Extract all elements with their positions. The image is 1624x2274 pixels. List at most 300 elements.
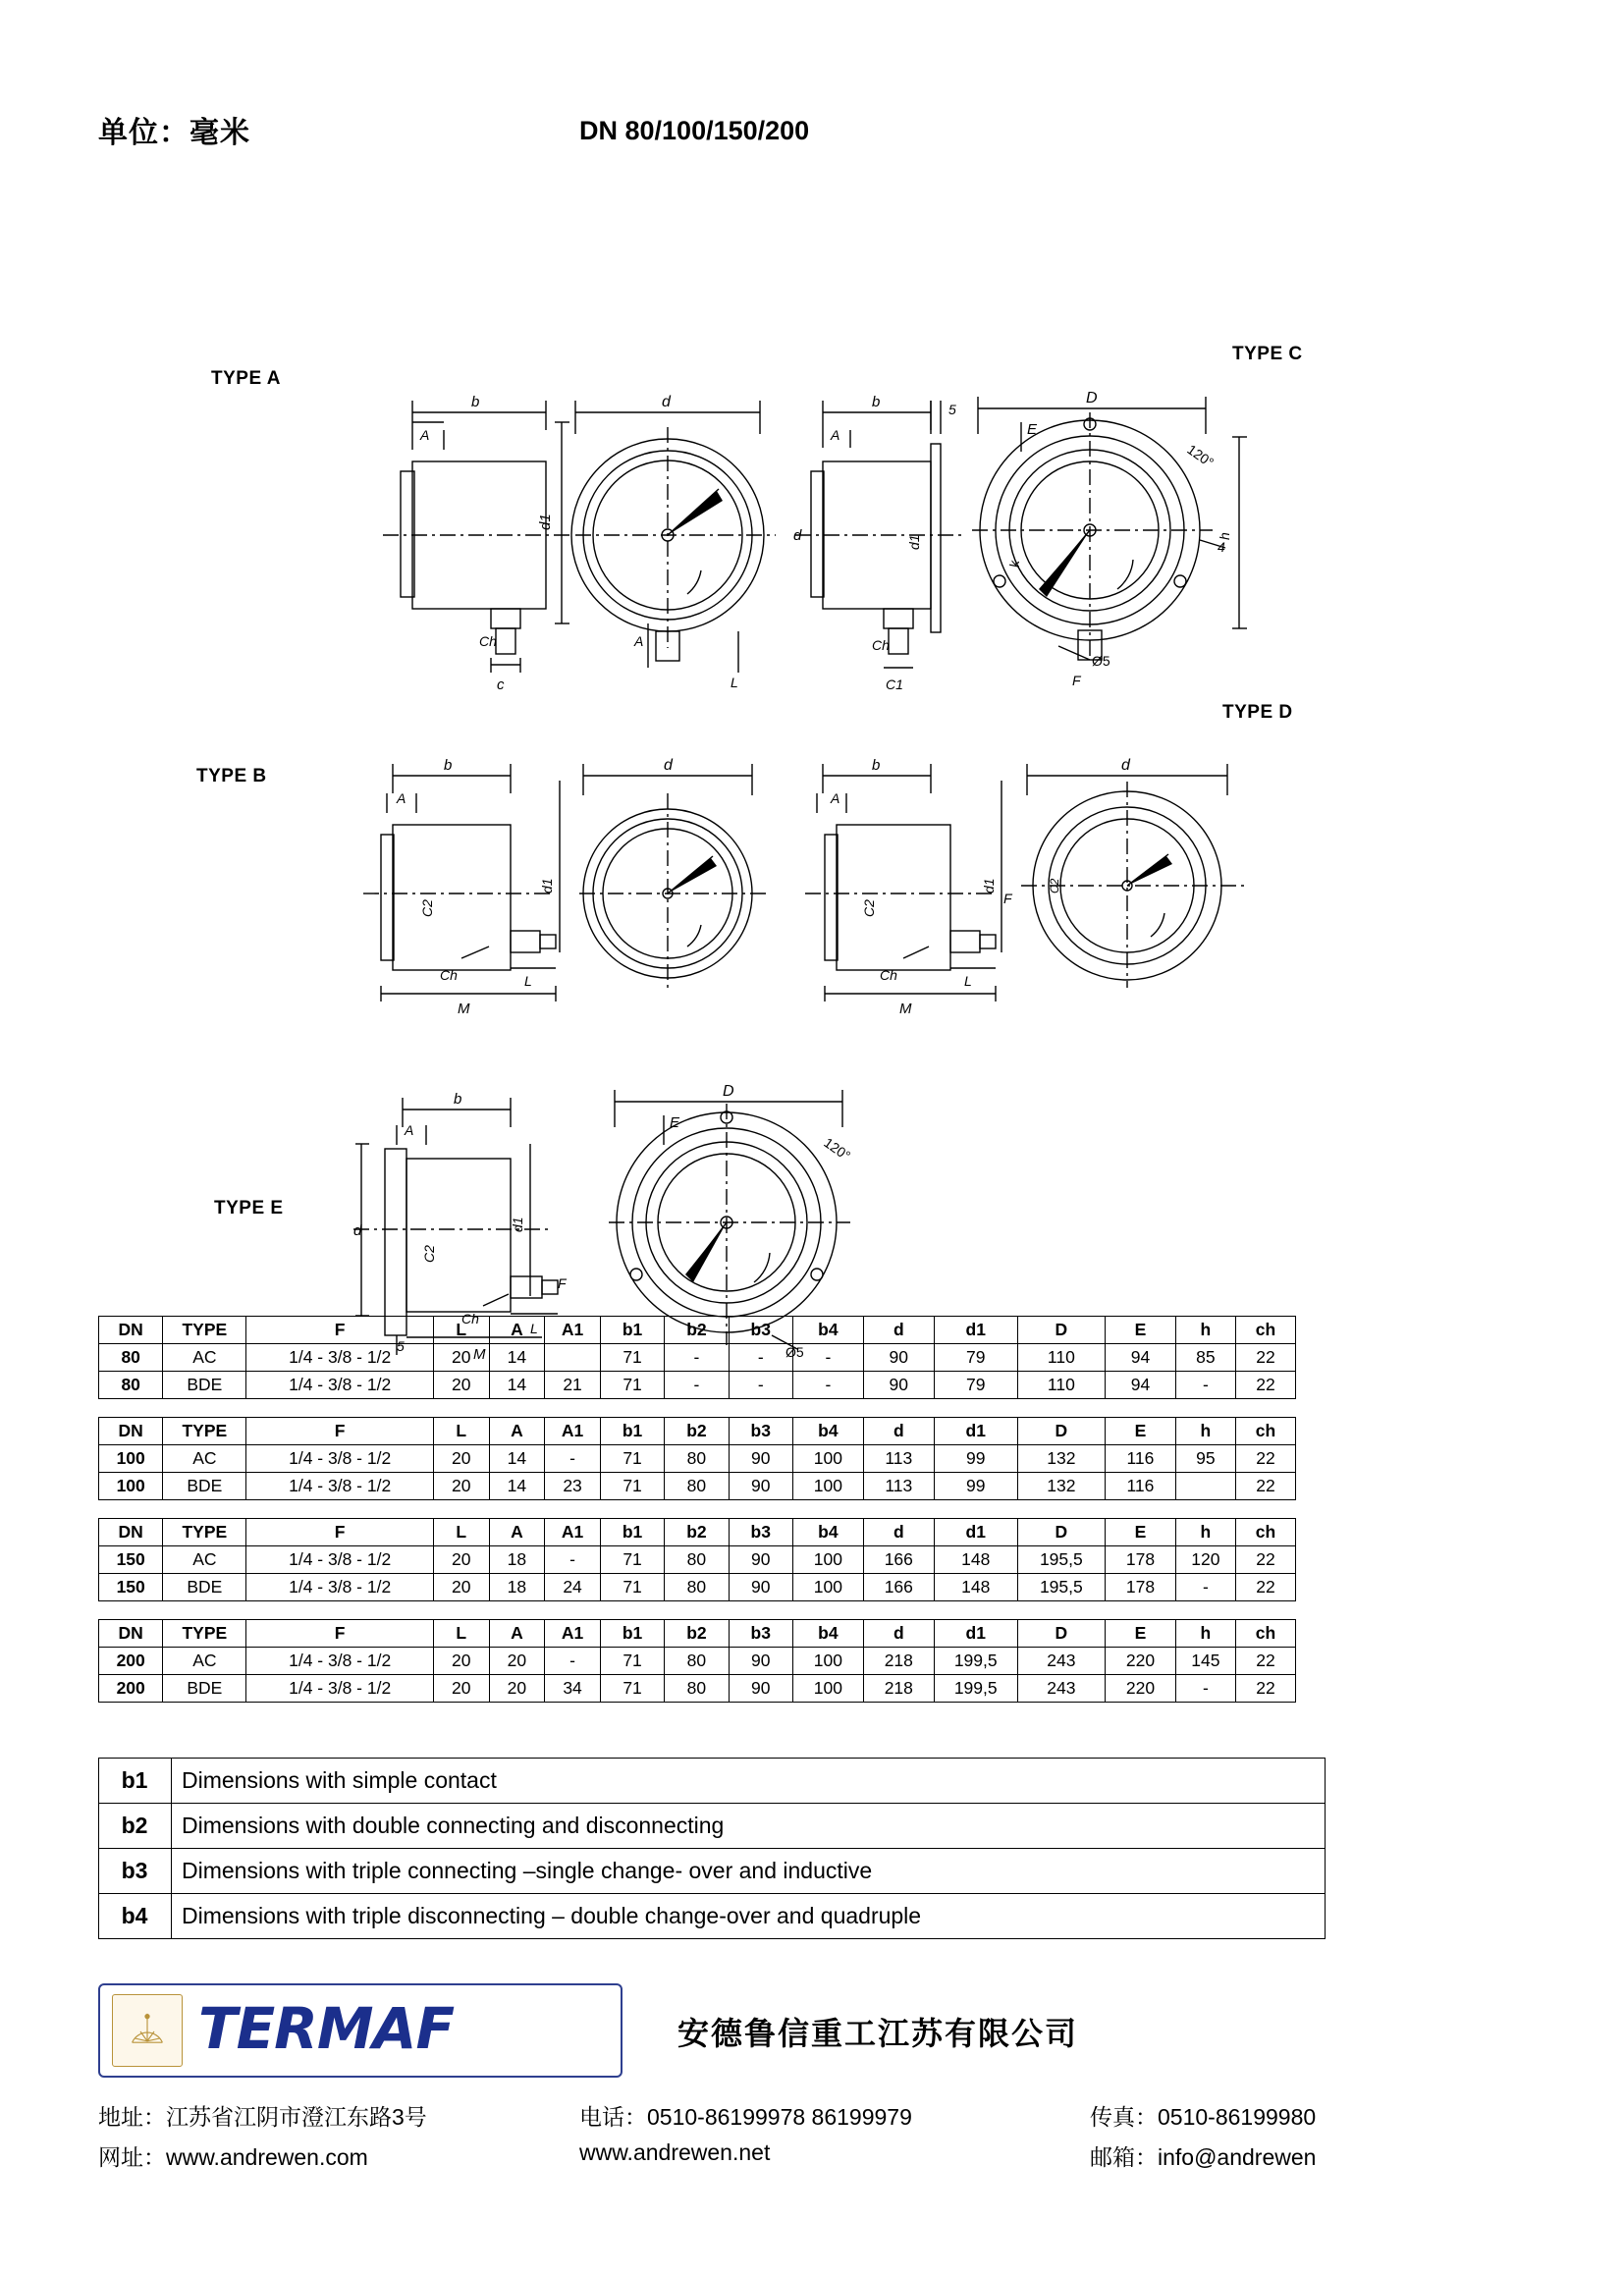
col-h: h xyxy=(1175,1519,1235,1546)
cell-ch: 22 xyxy=(1235,1648,1295,1675)
svg-text:A: A xyxy=(831,427,840,443)
col-d1: d1 xyxy=(934,1418,1017,1445)
col-type: TYPE xyxy=(163,1418,246,1445)
col-d: d xyxy=(863,1519,934,1546)
table-row xyxy=(99,1445,1296,1473)
col-l: L xyxy=(433,1418,489,1445)
table-row xyxy=(99,1372,1296,1399)
table-header-row xyxy=(99,1317,1296,1344)
cell-a: 14 xyxy=(489,1344,545,1372)
cell-l: 20 xyxy=(433,1574,489,1601)
cell-b2: 80 xyxy=(665,1445,729,1473)
cell-a1: 21 xyxy=(545,1372,601,1399)
unit-label: 单位：毫米 xyxy=(98,117,250,149)
col-b3: b3 xyxy=(729,1620,792,1648)
col-b1: b1 xyxy=(600,1519,664,1546)
cell-f: 1/4 - 3/8 - 1/2 xyxy=(246,1546,434,1574)
cell-type: BDE xyxy=(163,1574,246,1601)
notes-table xyxy=(98,1758,1326,1939)
svg-text:k: k xyxy=(1006,561,1022,568)
cell-l: 20 xyxy=(433,1648,489,1675)
col-a1: A1 xyxy=(545,1317,601,1344)
svg-text:d: d xyxy=(662,394,671,410)
col-b4: b4 xyxy=(792,1519,863,1546)
svg-text:d1: d1 xyxy=(539,878,555,893)
col-d1: d1 xyxy=(934,1519,1017,1546)
cell-e: 94 xyxy=(1106,1344,1176,1372)
cell-b1: 71 xyxy=(600,1675,664,1703)
col-a1: A1 xyxy=(545,1620,601,1648)
cell-ch: 22 xyxy=(1235,1473,1295,1500)
cell-f: 1/4 - 3/8 - 1/2 xyxy=(246,1372,434,1399)
cell-ch: 22 xyxy=(1235,1445,1295,1473)
table-header-row xyxy=(99,1620,1296,1648)
col-dn: DN xyxy=(99,1317,163,1344)
col-a1: A1 xyxy=(545,1418,601,1445)
svg-text:Ch: Ch xyxy=(461,1311,479,1326)
cell-b3: 90 xyxy=(729,1445,792,1473)
cell-dn: 80 xyxy=(99,1372,163,1399)
cell-type: BDE xyxy=(163,1372,246,1399)
cell-a: 18 xyxy=(489,1574,545,1601)
svg-text:D: D xyxy=(723,1083,734,1100)
cell-h: 85 xyxy=(1175,1344,1235,1372)
cell-e: 116 xyxy=(1106,1473,1176,1500)
type-c-label: TYPE C xyxy=(1232,344,1303,364)
notes-table-wrapper xyxy=(98,1758,1326,1939)
svg-text:c: c xyxy=(497,677,505,693)
svg-text:A: A xyxy=(405,1122,414,1138)
col-f: F xyxy=(246,1519,434,1546)
col-b4: b4 xyxy=(792,1620,863,1648)
cell-b2: 80 xyxy=(665,1546,729,1574)
col-d: d xyxy=(863,1620,934,1648)
cell-l: 20 xyxy=(433,1473,489,1500)
cell-ch: 22 xyxy=(1235,1574,1295,1601)
cell-D: 110 xyxy=(1017,1372,1105,1399)
cell-D: 132 xyxy=(1017,1445,1105,1473)
col-a: A xyxy=(489,1519,545,1546)
col-b2: b2 xyxy=(665,1317,729,1344)
cell-b3: 90 xyxy=(729,1675,792,1703)
col-b4: b4 xyxy=(792,1317,863,1344)
cell-b2: 80 xyxy=(665,1675,729,1703)
svg-text:Ch: Ch xyxy=(479,633,497,649)
cell-d: 166 xyxy=(863,1574,934,1601)
cell-b1: 71 xyxy=(600,1648,664,1675)
cell-b3: - xyxy=(729,1344,792,1372)
cell-l: 20 xyxy=(433,1546,489,1574)
cell-D: 243 xyxy=(1017,1675,1105,1703)
cell-l: 20 xyxy=(433,1372,489,1399)
cell-type: AC xyxy=(163,1445,246,1473)
svg-text:b: b xyxy=(444,757,453,774)
cell-a1: - xyxy=(545,1648,601,1675)
cell-b4: 100 xyxy=(792,1546,863,1574)
svg-text:Ch: Ch xyxy=(880,967,897,983)
cell-a1: - xyxy=(545,1546,601,1574)
cell-ch: 22 xyxy=(1235,1344,1295,1372)
svg-text:Ø5: Ø5 xyxy=(1092,653,1110,669)
cell-b1: 71 xyxy=(600,1473,664,1500)
col-b3: b3 xyxy=(729,1519,792,1546)
cell-e: 178 xyxy=(1106,1574,1176,1601)
svg-text:5: 5 xyxy=(397,1338,405,1354)
cell-a1: - xyxy=(545,1445,601,1473)
note-text: Dimensions with triple disconnecting – double change-over and quadruple xyxy=(172,1894,1326,1939)
cell-d1: 199,5 xyxy=(934,1648,1017,1675)
email-cell xyxy=(1090,2139,1522,2172)
website2-value[interactable]: www.andrewen.net xyxy=(579,2139,771,2165)
cell-b3: 90 xyxy=(729,1648,792,1675)
svg-text:A: A xyxy=(831,790,840,806)
table-header-row xyxy=(99,1418,1296,1445)
cell-f: 1/4 - 3/8 - 1/2 xyxy=(246,1648,434,1675)
cell-e: 116 xyxy=(1106,1445,1176,1473)
cell-h: 145 xyxy=(1175,1648,1235,1675)
col-D: D xyxy=(1017,1519,1105,1546)
cell-h: - xyxy=(1175,1675,1235,1703)
website-value[interactable]: www.andrewen.com xyxy=(166,2144,368,2170)
cell-b2: 80 xyxy=(665,1648,729,1675)
dimension-tables xyxy=(98,1316,1296,1720)
svg-text:L: L xyxy=(964,973,972,989)
dimension-table-dn150 xyxy=(98,1518,1296,1601)
svg-text:b: b xyxy=(872,394,881,410)
cell-d1: 148 xyxy=(934,1546,1017,1574)
cell-type: BDE xyxy=(163,1675,246,1703)
fax-label: 传真： xyxy=(1090,2104,1158,2130)
col-D: D xyxy=(1017,1418,1105,1445)
col-b3: b3 xyxy=(729,1418,792,1445)
note-text: Dimensions with double connecting and disconnecting xyxy=(172,1804,1326,1849)
cell-dn: 200 xyxy=(99,1675,163,1703)
logo-wordmark: TERMAF xyxy=(198,1995,455,2062)
phone-value: 0510-86199978 86199979 xyxy=(647,2104,912,2130)
svg-text:d1: d1 xyxy=(510,1217,525,1232)
phone-cell xyxy=(579,2099,1090,2132)
col-b2: b2 xyxy=(665,1519,729,1546)
svg-text:d1: d1 xyxy=(537,514,554,530)
svg-text:C2: C2 xyxy=(1048,878,1061,893)
col-e: E xyxy=(1106,1620,1176,1648)
email-value[interactable]: info@andrewen xyxy=(1158,2144,1317,2170)
cell-d: 90 xyxy=(863,1344,934,1372)
cell-h xyxy=(1175,1473,1235,1500)
col-dn: DN xyxy=(99,1620,163,1648)
note-key: b4 xyxy=(99,1894,172,1939)
fan-icon xyxy=(127,2011,168,2052)
svg-text:F: F xyxy=(1072,673,1081,688)
svg-text:E: E xyxy=(1027,421,1038,438)
note-row xyxy=(99,1804,1326,1849)
cell-b3: 90 xyxy=(729,1473,792,1500)
cell-d: 90 xyxy=(863,1372,934,1399)
cell-dn: 150 xyxy=(99,1546,163,1574)
svg-text:F: F xyxy=(1003,891,1012,906)
svg-text:d1: d1 xyxy=(981,878,997,893)
col-ch: ch xyxy=(1235,1620,1295,1648)
svg-text:120°: 120° xyxy=(1184,441,1218,471)
col-b1: b1 xyxy=(600,1317,664,1344)
table-row xyxy=(99,1344,1296,1372)
cell-b2: - xyxy=(665,1372,729,1399)
company-logo xyxy=(98,1983,623,2078)
logo-emblem-box xyxy=(112,1994,183,2067)
website2-cell xyxy=(579,2139,1090,2172)
col-h: h xyxy=(1175,1317,1235,1344)
cell-D: 110 xyxy=(1017,1344,1105,1372)
svg-text:C2: C2 xyxy=(419,899,435,917)
svg-text:D: D xyxy=(1086,390,1098,406)
dimension-table-dn80 xyxy=(98,1316,1296,1399)
cell-f: 1/4 - 3/8 - 1/2 xyxy=(246,1574,434,1601)
svg-text:M: M xyxy=(899,1001,912,1017)
cell-e: 94 xyxy=(1106,1372,1176,1399)
col-a: A xyxy=(489,1620,545,1648)
cell-d: 218 xyxy=(863,1648,934,1675)
svg-text:M: M xyxy=(458,1001,470,1017)
col-f: F xyxy=(246,1418,434,1445)
col-b3: b3 xyxy=(729,1317,792,1344)
note-key: b1 xyxy=(99,1759,172,1804)
col-b1: b1 xyxy=(600,1620,664,1648)
cell-D: 132 xyxy=(1017,1473,1105,1500)
cell-b4: 100 xyxy=(792,1675,863,1703)
table-row xyxy=(99,1675,1296,1703)
note-row xyxy=(99,1894,1326,1939)
cell-l: 20 xyxy=(433,1675,489,1703)
address-value: 江苏省江阴市澄江东路3号 xyxy=(166,2104,427,2130)
col-e: E xyxy=(1106,1418,1176,1445)
contact-row-1 xyxy=(98,2099,1542,2132)
type-e-label: TYPE E xyxy=(214,1198,284,1218)
note-key: b2 xyxy=(99,1804,172,1849)
col-ch: ch xyxy=(1235,1317,1295,1344)
cell-a1: 24 xyxy=(545,1574,601,1601)
cell-a: 14 xyxy=(489,1372,545,1399)
cell-a1: 34 xyxy=(545,1675,601,1703)
type-b-label: TYPE B xyxy=(196,766,267,786)
svg-text:M: M xyxy=(473,1346,486,1363)
col-h: h xyxy=(1175,1418,1235,1445)
col-a: A xyxy=(489,1317,545,1344)
svg-text:Ch: Ch xyxy=(872,637,890,653)
address-label: 地址： xyxy=(98,2104,166,2130)
note-text: Dimensions with simple contact xyxy=(172,1759,1326,1804)
cell-d1: 99 xyxy=(934,1473,1017,1500)
type-a-label: TYPE A xyxy=(211,368,281,389)
cell-e: 178 xyxy=(1106,1546,1176,1574)
cell-dn: 80 xyxy=(99,1344,163,1372)
cell-d: 113 xyxy=(863,1473,934,1500)
cell-b1: 71 xyxy=(600,1344,664,1372)
cell-D: 195,5 xyxy=(1017,1546,1105,1574)
svg-text:b: b xyxy=(471,394,480,410)
cell-a: 14 xyxy=(489,1445,545,1473)
fax-cell xyxy=(1090,2099,1522,2132)
cell-a1 xyxy=(545,1344,601,1372)
svg-text:4: 4 xyxy=(1218,539,1225,555)
cell-h: 120 xyxy=(1175,1546,1235,1574)
svg-text:d: d xyxy=(793,527,802,544)
cell-d: 218 xyxy=(863,1675,934,1703)
cell-e: 220 xyxy=(1106,1648,1176,1675)
cell-d: 113 xyxy=(863,1445,934,1473)
cell-b3: 90 xyxy=(729,1546,792,1574)
cell-d1: 79 xyxy=(934,1344,1017,1372)
col-d: d xyxy=(863,1317,934,1344)
col-b2: b2 xyxy=(665,1620,729,1648)
col-l: L xyxy=(433,1519,489,1546)
table-row xyxy=(99,1473,1296,1500)
cell-a: 20 xyxy=(489,1648,545,1675)
cell-f: 1/4 - 3/8 - 1/2 xyxy=(246,1473,434,1500)
page-title: DN 80/100/150/200 xyxy=(579,116,810,145)
cell-h: - xyxy=(1175,1372,1235,1399)
cell-a1: 23 xyxy=(545,1473,601,1500)
col-D: D xyxy=(1017,1317,1105,1344)
website-label: 网址： xyxy=(98,2144,166,2170)
cell-dn: 100 xyxy=(99,1473,163,1500)
svg-text:b: b xyxy=(454,1091,462,1108)
col-b2: b2 xyxy=(665,1418,729,1445)
cell-b2: 80 xyxy=(665,1574,729,1601)
cell-type: AC xyxy=(163,1344,246,1372)
fax-value: 0510-86199980 xyxy=(1158,2104,1317,2130)
cell-b1: 71 xyxy=(600,1445,664,1473)
cell-h: - xyxy=(1175,1574,1235,1601)
svg-text:d: d xyxy=(353,1222,362,1239)
cell-a: 14 xyxy=(489,1473,545,1500)
svg-text:F: F xyxy=(558,1275,567,1291)
cell-l: 20 xyxy=(433,1344,489,1372)
col-e: E xyxy=(1106,1317,1176,1344)
type-d-label: TYPE D xyxy=(1222,702,1293,723)
email-label: 邮箱： xyxy=(1090,2144,1158,2170)
col-dn: DN xyxy=(99,1519,163,1546)
cell-ch: 22 xyxy=(1235,1675,1295,1703)
website-cell xyxy=(98,2139,579,2172)
cell-dn: 200 xyxy=(99,1648,163,1675)
col-f: F xyxy=(246,1620,434,1648)
cell-d1: 99 xyxy=(934,1445,1017,1473)
col-type: TYPE xyxy=(163,1317,246,1344)
svg-text:L: L xyxy=(530,1321,538,1336)
svg-text:d: d xyxy=(664,757,673,774)
cell-d1: 148 xyxy=(934,1574,1017,1601)
note-row xyxy=(99,1849,1326,1894)
phone-label: 电话： xyxy=(579,2104,647,2130)
cell-b4: 100 xyxy=(792,1473,863,1500)
cell-d1: 79 xyxy=(934,1372,1017,1399)
col-l: L xyxy=(433,1620,489,1648)
col-d1: d1 xyxy=(934,1317,1017,1344)
col-a: A xyxy=(489,1418,545,1445)
svg-text:d1: d1 xyxy=(906,534,922,550)
col-type: TYPE xyxy=(163,1620,246,1648)
note-text: Dimensions with triple connecting –single change- over and inductive xyxy=(172,1849,1326,1894)
svg-text:L: L xyxy=(731,675,738,690)
cell-b4: - xyxy=(792,1372,863,1399)
svg-text:A: A xyxy=(634,633,644,649)
cell-D: 195,5 xyxy=(1017,1574,1105,1601)
table-row xyxy=(99,1574,1296,1601)
cell-b4: 100 xyxy=(792,1648,863,1675)
col-e: E xyxy=(1106,1519,1176,1546)
cell-b1: 71 xyxy=(600,1574,664,1601)
col-b1: b1 xyxy=(600,1418,664,1445)
cell-b4: 100 xyxy=(792,1574,863,1601)
svg-text:h: h xyxy=(1217,532,1232,540)
cell-D: 243 xyxy=(1017,1648,1105,1675)
cell-dn: 100 xyxy=(99,1445,163,1473)
company-name: 安德鲁信重工江苏有限公司 xyxy=(677,2016,1079,2051)
cell-b3: 90 xyxy=(729,1574,792,1601)
cell-d: 166 xyxy=(863,1546,934,1574)
cell-d1: 199,5 xyxy=(934,1675,1017,1703)
col-d: d xyxy=(863,1418,934,1445)
svg-text:A: A xyxy=(397,790,406,806)
svg-text:E: E xyxy=(670,1114,680,1131)
cell-b4: - xyxy=(792,1344,863,1372)
cell-f: 1/4 - 3/8 - 1/2 xyxy=(246,1344,434,1372)
col-f: F xyxy=(246,1317,434,1344)
cell-b2: - xyxy=(665,1344,729,1372)
col-a1: A1 xyxy=(545,1519,601,1546)
contact-block xyxy=(98,2099,1542,2180)
svg-text:120°: 120° xyxy=(821,1134,854,1164)
cell-ch: 22 xyxy=(1235,1372,1295,1399)
col-D: D xyxy=(1017,1620,1105,1648)
table-header-row xyxy=(99,1519,1296,1546)
svg-text:L: L xyxy=(524,973,532,989)
dimension-table-dn200 xyxy=(98,1619,1296,1703)
svg-text:Ch: Ch xyxy=(440,967,458,983)
table-row xyxy=(99,1648,1296,1675)
cell-type: AC xyxy=(163,1648,246,1675)
col-ch: ch xyxy=(1235,1519,1295,1546)
col-type: TYPE xyxy=(163,1519,246,1546)
cell-e: 220 xyxy=(1106,1675,1176,1703)
contact-row-2 xyxy=(98,2139,1542,2172)
cell-h: 95 xyxy=(1175,1445,1235,1473)
cell-a: 20 xyxy=(489,1675,545,1703)
cell-b3: - xyxy=(729,1372,792,1399)
cell-l: 20 xyxy=(433,1445,489,1473)
svg-text:b: b xyxy=(872,757,881,774)
col-dn: DN xyxy=(99,1418,163,1445)
col-ch: ch xyxy=(1235,1418,1295,1445)
svg-text:5: 5 xyxy=(948,402,956,417)
table-row xyxy=(99,1546,1296,1574)
cell-type: AC xyxy=(163,1546,246,1574)
svg-text:A: A xyxy=(420,427,430,443)
svg-text:C1: C1 xyxy=(886,677,903,692)
cell-f: 1/4 - 3/8 - 1/2 xyxy=(246,1445,434,1473)
cell-f: 1/4 - 3/8 - 1/2 xyxy=(246,1675,434,1703)
col-l: L xyxy=(433,1317,489,1344)
cell-b4: 100 xyxy=(792,1445,863,1473)
address-cell xyxy=(98,2099,579,2132)
dimension-table-dn100 xyxy=(98,1417,1296,1500)
cell-ch: 22 xyxy=(1235,1546,1295,1574)
note-row xyxy=(99,1759,1326,1804)
cell-dn: 150 xyxy=(99,1574,163,1601)
cell-b1: 71 xyxy=(600,1546,664,1574)
note-key: b3 xyxy=(99,1849,172,1894)
svg-text:C2: C2 xyxy=(861,899,877,917)
